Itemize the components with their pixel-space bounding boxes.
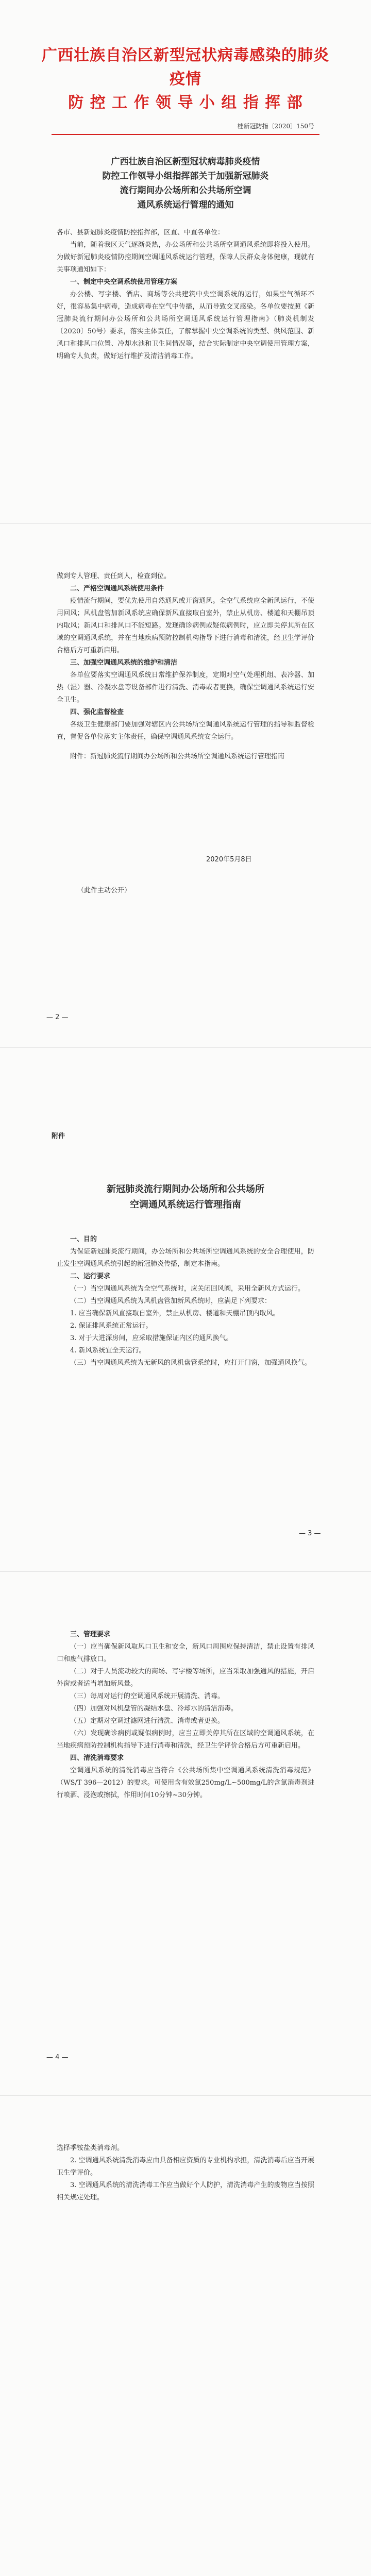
red-header-line-1: 广西壮族自治区新型冠状病毒感染的肺炎疫情: [42, 46, 329, 88]
attachment-title-line-2: 空调通风系统运行管理指南: [130, 1199, 241, 1210]
document-page-1: [0, 0, 371, 524]
paragraph: （三）每周对运行的空调通风系统开展清洗、消毒。: [70, 1692, 225, 1700]
disclosure-note: （此件主动公开）: [77, 887, 131, 894]
attachment-line: 附件：新冠肺炎流行期间办公场所和公共场所空调通风系统运行管理指南: [70, 753, 285, 760]
document-page-2: [0, 524, 371, 1048]
paragraph: （四）加强对风机盘管的凝结水盘、冷却水的清洁消毒。: [70, 1705, 238, 1713]
document-page-3: [0, 1048, 371, 1572]
document-page-5: [0, 2096, 371, 2576]
section-heading: 一、目的: [70, 1235, 97, 1243]
red-header: [41, 44, 330, 115]
section-heading: 三、管理要求: [70, 1631, 111, 1638]
red-header-line-2: 防 控 工 作 领 导 小 组 指 挥 部: [68, 94, 303, 112]
page-3-body: [57, 1233, 314, 1369]
document-page-4: [0, 1572, 371, 2096]
title-line-3: 流行期间办公场所和公共场所空调: [120, 185, 251, 196]
paragraph: 3. 空调通风系统的清洗消毒工作应当做好个人防护，清洗消毒产生的废物应当按照相关规定处理。: [57, 2181, 314, 2201]
paragraph: 空调通风系统的清洗消毒应当符合《公共场所集中空调通风系统清洗消毒规范》（WS/T 396—2012）的要求。可使用含有效氯250mg/L~500mg/L的含氯消毒剂进行喷洒、浸泡或擦拭，作用时间10分钟~30分钟。: [57, 1767, 314, 1799]
section-heading: 二、严格空调通风系统使用条件: [70, 585, 164, 592]
list-item: 4. 新风系统宜全天运行。: [70, 1347, 146, 1354]
paragraph: （五）定期对空调过滤网进行清洗、消毒或者更换。: [70, 1717, 225, 1725]
paragraph: 做到专人管理、责任到人，检查到位。: [57, 572, 171, 580]
section-heading: 一、制定中央空调系统使用管理方案: [70, 278, 178, 286]
section-heading: 四、强化监督检查: [70, 708, 124, 716]
paragraph: 办公楼、写字楼、酒店、商场等公共建筑中央空调系统的运行，如果空气循环不好，很容易集中病毒，造成病毒在空气中传播，从而导致交叉感染。各单位要按照《新冠肺炎流行期间办公场所和公共场所空调通风系统运行管理指南》（肺炎机制发〔2020〕50号）要求，落实主体责任，了解掌握中央空调系统的类型、供风范围、新风口和排风口位置、冷却水池和卫生间情况等，结合实际制定中央空调使用管理方案，明确专人负责，做好运行维护及清洁消毒工作。: [57, 291, 314, 360]
page-number: — 2 —: [46, 1013, 69, 1021]
paragraph: 各级卫生健康部门要加强对辖区内公共场所空调通风系统运行管理的指导和监督检查，督促各单位落实主体责任，确保空调通风系统安全运行。: [57, 721, 314, 741]
page-number: — 3 —: [299, 1530, 321, 1537]
document-title: [72, 155, 299, 212]
section-heading: 四、清洗消毒要求: [70, 1754, 124, 1762]
attachment-label: 附件: [52, 1132, 65, 1140]
list-item: 3. 对于大进深房间，应采取措施保证内区的通风换气。: [70, 1334, 233, 1342]
red-divider: [52, 134, 319, 135]
page-2-body: [57, 570, 314, 763]
paragraph: 2. 空调通风系统清洗消毒应由具备相应资质的专业机构承担，清洗消毒后应当开展卫生学评价。: [57, 2157, 314, 2177]
page-5-body: [57, 2142, 314, 2204]
attachment-title: [77, 1182, 294, 1213]
list-item: 2. 保证排风系统正常运行。: [70, 1322, 153, 1330]
document-number: 桂新冠防指〔2020〕150号: [237, 123, 314, 130]
title-line-2: 防控工作领导小组指挥部关于加强新冠肺炎: [102, 171, 269, 181]
section-heading: 二、运行要求: [70, 1273, 111, 1280]
addressee: 各市、县新冠肺炎疫情防控指挥部，区直、中直各单位：: [57, 229, 225, 236]
list-item: 1. 应当确保新风直接取自室外，禁止从机房、楼道和天棚吊顶内取风。: [70, 1310, 280, 1317]
paragraph: （三）当空调通风系统为无新风的风机盘管系统时，应打开门窗，加强通风换气。: [70, 1359, 312, 1367]
title-line-1: 广西壮族自治区新型冠状病毒肺炎疫情: [111, 157, 260, 167]
signature-date: 2020年5月8日: [206, 856, 252, 863]
paragraph: （一）当空调通风系统为全空气系统时，应关闭回风阀，采用全新风方式运行。: [70, 1285, 305, 1293]
paragraph: 为保证新冠肺炎流行期间，办公场所和公共场所空调通风系统的安全合理使用，防止发生空调通风系统引起的新冠肺炎传播，制定本指南。: [57, 1248, 314, 1268]
paragraph: （六）发现确诊病例或疑似病例时，应当立即关停其所在区域的空调通风系统，在当地疾病预防控制机构指导下进行消毒和清洗，经卫生学评价合格后方可重新启用。: [57, 1730, 314, 1750]
paragraph: （二）当空调通风系统为风机盘管加新风系统时，应满足下列要求：: [70, 1297, 272, 1305]
page-1-body: [57, 227, 314, 363]
page-number: — 4 —: [46, 2054, 69, 2061]
attachment-title-line-1: 新冠肺炎流行期间办公场所和公共场所: [107, 1184, 264, 1195]
page-4-body: [57, 1629, 314, 1802]
paragraph: （一）应当确保新风取风口卫生和安全，新风口周围应保持清洁，禁止设置有排风口和废气排放口。: [57, 1643, 314, 1663]
paragraph: 疫情流行期间，要优先使用自然通风或开窗通风。全空气系统应全新风运行，不使用回风；风机盘管加新风系统应确保新风直接取自室外，禁止从机房、楼道和天棚吊顶内取风；新风口和排风口不能短路。发现确诊病例或疑似病例时，应立即关停其所在区域的空调通风系统，并在当地疾病预防控制机构指导下进行消毒和清洗，经卫生学评价合格后方可重新启用。: [57, 597, 314, 654]
paragraph: 当前，随着我区天气逐渐炎热，办公场所和公共场所空调通风系统即将投入使用。为做好新冠肺炎疫情防控期间空调通风系统运行管理，保障人民群众身体健康，现就有关事项通知如下：: [57, 241, 314, 274]
title-line-4: 通风系统运行管理的通知: [137, 200, 234, 210]
paragraph: （二）对于人员流动较大的商场、写字楼等场所，应当采取加强通风的措施，开启外窗或者适当增加新风量。: [57, 1668, 314, 1688]
section-heading: 三、加强空调通风系统的维护和清洁: [70, 659, 178, 667]
paragraph: 各单位要落实空调通风系统日常维护保养制度，定期对空气处理机组、表冷器、加热（湿）器、冷凝水盘等设备部件进行清洗、消毒或者更换，确保空调通风系统运行安全卫生。: [57, 671, 314, 704]
paragraph: 选择季铵盐类消毒剂。: [57, 2144, 124, 2152]
